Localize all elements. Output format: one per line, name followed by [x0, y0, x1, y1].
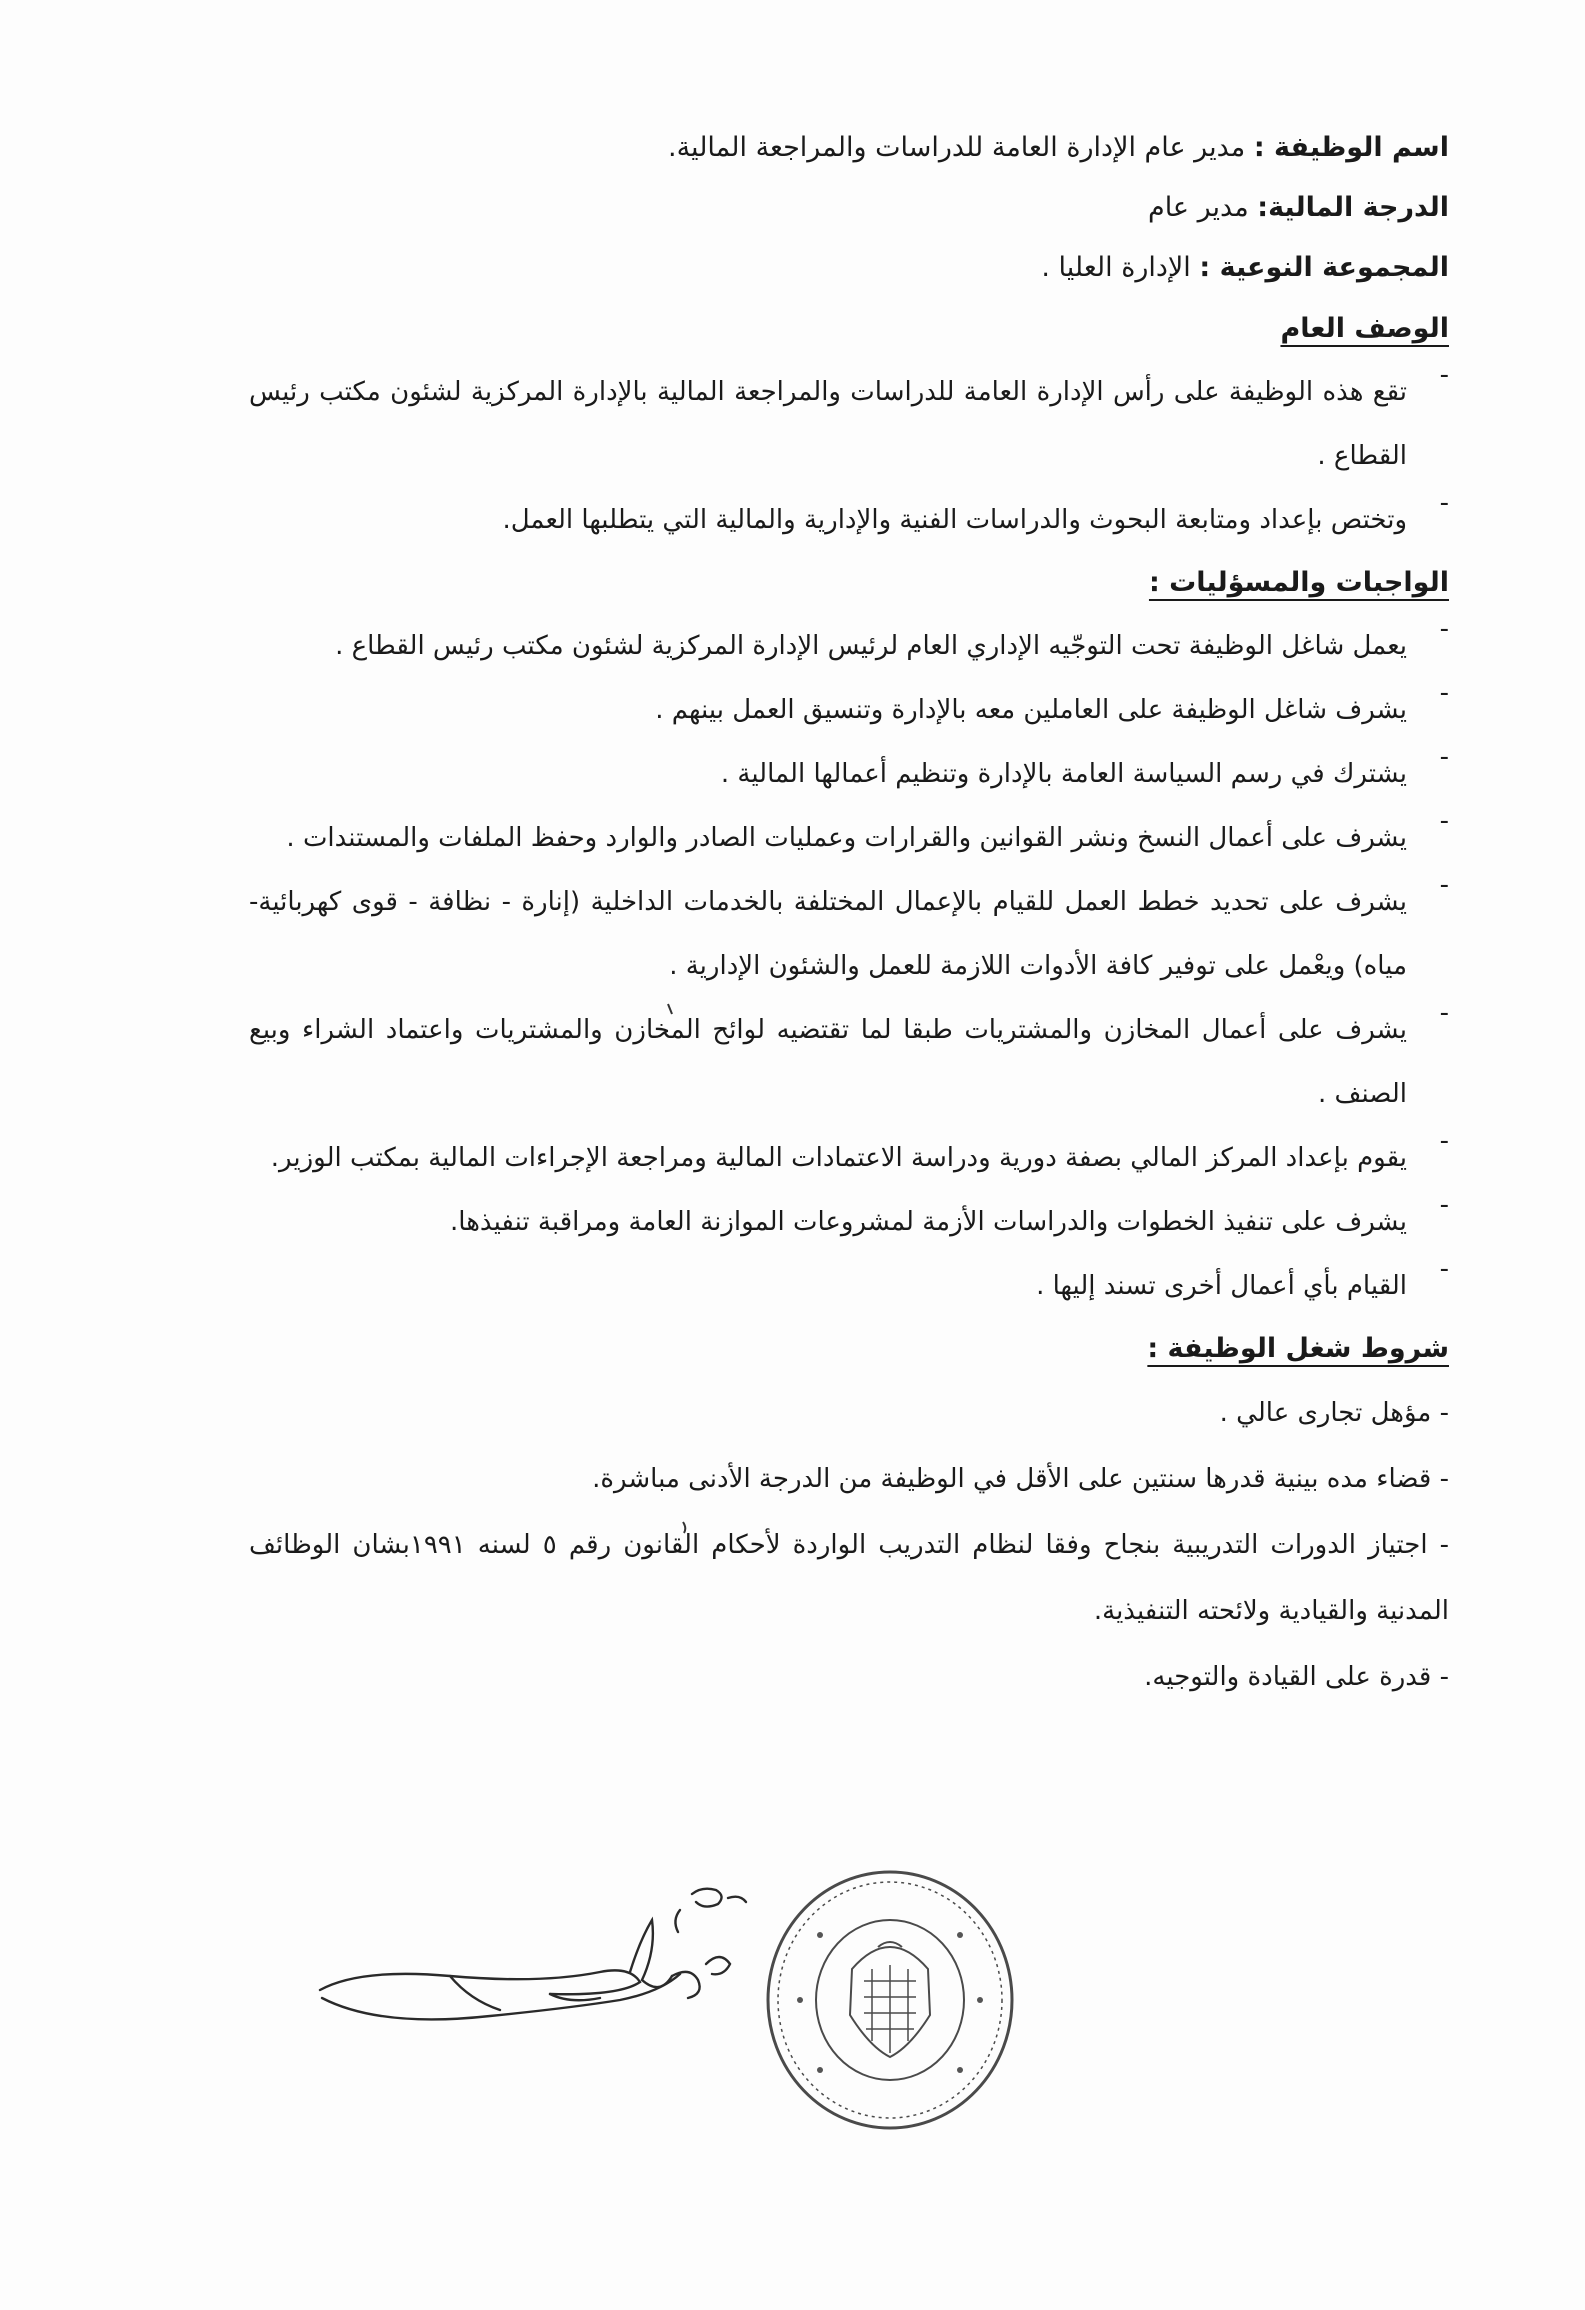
duties-heading: الواجبات والمسؤليات : — [1148, 567, 1449, 598]
bullet-dash: - — [1439, 488, 1449, 518]
duty-item: - يشرف على تحديد خطط العمل للقيام بالإعمال المختلفة بالخدمات الداخلية (إنارة - نظافة - قوى كهربائية- مياه) ويعْمل على توفير كافة الأدوات اللازمة للعمل والشئون الإدارية . — [249, 870, 1449, 981]
condition-item: - اجتياز الدورات التدريبية بنجاح وفقا لنظام التدريب الواردة لأحكام القانون رقم ٥ لسنه ١٩٩١بشان الوظائف المدنية والقيادية ولائحته التنفيذية. — [249, 1530, 1450, 1626]
bullet-dash: - — [1439, 870, 1449, 900]
duty-item: - يشترك في رسم السياسة العامة بالإدارة وتنظيم أعمالها المالية . — [720, 742, 1449, 789]
general-description-item: - وتختص بإعداد ومتابعة البحوث والدراسات الفنية والإدارية والمالية التي يتطلبها العمل. — [502, 488, 1449, 535]
duty-item: - القيام بأي أعمال أخرى تسند إليها . — [1036, 1254, 1449, 1301]
conditions-heading: شروط شغل الوظيفة : — [1147, 1333, 1449, 1364]
duty-item: - يشرف شاغل الوظيفة على العاملين معه بالإدارة وتنسيق العمل بينهم . — [655, 678, 1449, 725]
condition-item: - مؤهل تجارى عالي . — [1219, 1398, 1449, 1428]
official-seal — [760, 1865, 1020, 2135]
job-title-row — [249, 118, 1449, 178]
pen-mark — [675, 1518, 695, 1538]
duty-item: - يشرف على أعمال النسخ ونشر القوانين والقرارات وعمليات الصادر والوارد وحفظ الملفات والمستندات . — [286, 806, 1449, 853]
bullet-dash: - — [1439, 998, 1449, 1028]
group-value: الإدارة العليا . — [1041, 252, 1191, 283]
duty-item: - يقوم بإعداد المركز المالي بصفة دورية ودراسة الاعتمادات المالية ومراجعة الإجراءات المالية بمكتب الوزير. — [270, 1126, 1449, 1173]
duty-item: - يشرف على أعمال المخازن والمشتريات طبقا لما تقتضيه لوائح المخازن والمشتريات واعتماد الشراء وبيع الصنف . — [249, 998, 1449, 1109]
bullet-dash: - — [1439, 742, 1449, 772]
grade-row — [249, 178, 1449, 238]
bullet-dash: - — [1439, 360, 1449, 390]
bullet-dash: - — [1439, 806, 1449, 836]
general-description-item: - تقع هذه الوظيفة على رأس الإدارة العامة للدراسات والمراجعة المالية بالإدارة المركزية لشئون مكتب رئيس القطاع . — [249, 360, 1449, 471]
bullet-dash: - — [1439, 614, 1449, 644]
group-row — [249, 238, 1449, 298]
grade-value: مدير عام — [1147, 192, 1249, 223]
job-title-value: مدير عام الإدارة العامة للدراسات والمراجعة المالية. — [668, 132, 1246, 163]
pen-mark — [660, 1000, 680, 1020]
duty-item: - يعمل شاغل الوظيفة تحت التوجّيه الإداري العام لرئيس الإدارة المركزية لشئون مكتب رئيس القطاع . — [335, 614, 1449, 661]
bullet-dash: - — [1439, 1254, 1449, 1284]
duty-item: - يشرف على تنفيذ الخطوات والدراسات الأزمة لمشروعات الموازنة العامة ومراقبة تنفيذها. — [450, 1190, 1449, 1237]
handwritten-signature — [300, 1880, 760, 2130]
condition-item: - قضاء مده بينية قدرها سنتين على الأقل في الوظيفة من الدرجة الأدنى مباشرة. — [592, 1464, 1449, 1494]
general-description-heading: الوصف العام — [1280, 313, 1449, 344]
group-label: المجموعة النوعية : — [1199, 252, 1449, 283]
document-body — [249, 118, 1449, 1710]
bullet-dash: - — [1439, 1126, 1449, 1156]
condition-item: - قدرة على القيادة والتوجيه. — [1144, 1662, 1449, 1692]
grade-label: الدرجة المالية: — [1257, 192, 1449, 223]
bullet-dash: - — [1439, 678, 1449, 708]
bullet-dash: - — [1439, 1190, 1449, 1220]
job-title-label: اسم الوظيفة : — [1253, 132, 1449, 163]
